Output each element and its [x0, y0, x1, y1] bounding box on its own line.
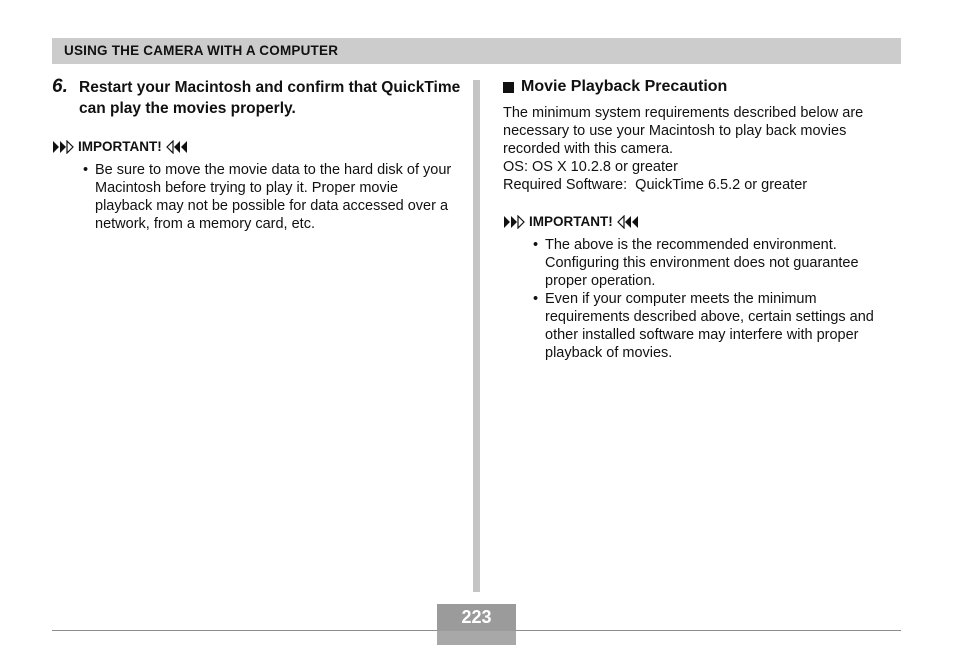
- list-item: • Even if your computer meets the minimum requirements described above, certain settings and other installed software may interfere with proper playback of movies.: [533, 291, 874, 361]
- column-divider: [473, 80, 480, 592]
- os-requirement: OS: OS X 10.2.8 or greater: [503, 159, 678, 175]
- important-list-right: [533, 236, 895, 362]
- step-number: 6.: [52, 76, 68, 97]
- step-instruction: Restart your Macintosh and confirm that QuickTime can play the movies properly.: [79, 79, 461, 117]
- important-label: IMPORTANT!: [529, 214, 613, 229]
- triple-chevron-left-icon: [617, 215, 639, 229]
- square-bullet-icon: [503, 82, 514, 93]
- list-item: • The above is the recommended environment. Configuring this environment does not guarantee proper operation.: [533, 237, 859, 289]
- important-note-right: [503, 214, 639, 229]
- section-header-bar: [52, 38, 901, 64]
- triple-chevron-left-icon: [166, 140, 188, 154]
- software-requirement: Required Software: QuickTime 6.5.2 or greater: [503, 177, 808, 193]
- requirements-paragraph: [503, 104, 893, 194]
- bullet-dot-icon: •: [533, 291, 539, 307]
- important-note-left: [52, 139, 188, 154]
- bullet-dot-icon: •: [533, 237, 539, 253]
- triple-chevron-right-icon: [52, 140, 74, 154]
- section-header-title: USING THE CAMERA WITH A COMPUTER: [64, 43, 339, 58]
- important-label: IMPORTANT!: [78, 139, 162, 154]
- list-item: • Be sure to move the movie data to the hard disk of your Macintosh before trying to play it. Proper movie playback may not be possible for data accessed over a network, from a memory card, etc.: [83, 162, 452, 232]
- bullet-dot-icon: •: [83, 162, 89, 178]
- page-number: 223: [461, 607, 492, 627]
- requirements-intro: The minimum system requirements described below are necessary to use your Macintosh to play back movies recorded with this camera.: [503, 105, 864, 157]
- important-list-left: [83, 161, 455, 233]
- page-number-box-tab: [437, 631, 516, 645]
- section-heading: [503, 78, 727, 96]
- triple-chevron-right-icon: [503, 215, 525, 229]
- section-heading-text: Movie Playback Precaution: [521, 78, 728, 95]
